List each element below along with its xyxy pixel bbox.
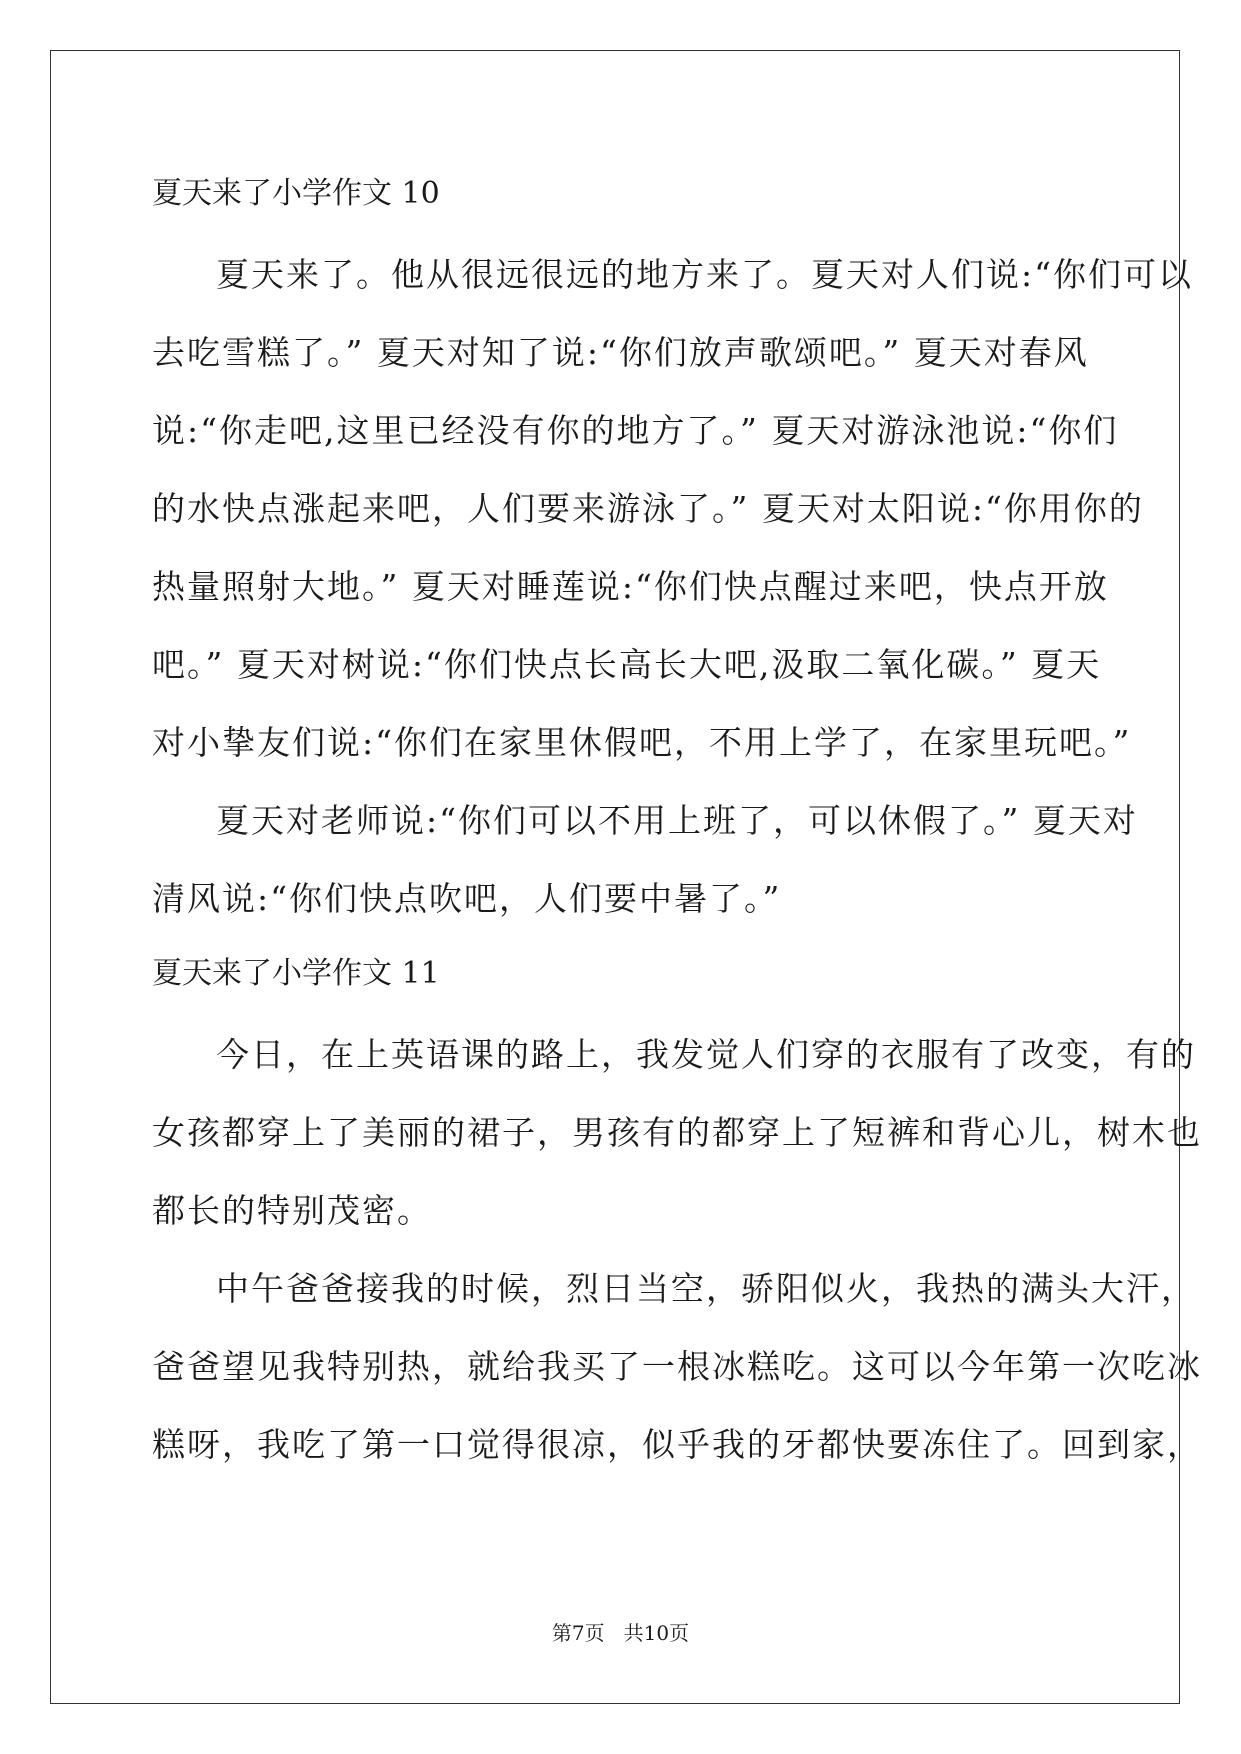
section-heading-10: 夏天来了小学作文 10 xyxy=(152,176,440,211)
page-footer: 第7页 共10页 xyxy=(551,1621,690,1645)
spacer xyxy=(152,1000,1084,1016)
text-line: 说:“你走吧,这里已经没有你的地方了。” 夏天对游泳池说:“你们 xyxy=(152,411,1119,450)
text-line: 去吃雪糕了。” 夏天对知了说:“你们放声歌颂吧。” 夏天对春风 xyxy=(152,333,1089,372)
paragraph xyxy=(152,782,1138,938)
spacer xyxy=(152,938,1084,948)
paragraph xyxy=(152,1016,1202,1250)
text-line: 的水快点涨起来吧，人们要来游泳了。” 夏天对太阳说:“你用你的 xyxy=(152,489,1144,528)
section-heading-11: 夏天来了小学作文 11 xyxy=(152,956,440,991)
document-body xyxy=(152,168,1202,1484)
text-line: 今日，在上英语课的路上，我发觉人们穿的衣服有了改变，有的 xyxy=(216,1035,1196,1074)
text-line: 热量照射大地。” 夏天对睡莲说:“你们快点醒过来吧，快点开放 xyxy=(152,567,1109,606)
text-line: 清风说:“你们快点吹吧，人们要中暑了。” xyxy=(152,879,782,918)
text-line: 夏天对老师说:“你们可以不用上班了，可以休假了。” 夏天对 xyxy=(216,801,1138,840)
text-line: 爸爸望见我特别热，就给我买了一根冰糕吃。这可以今年第一次吃冰 xyxy=(152,1347,1202,1386)
text-line: 夏天来了。他从很远很远的地方来了。夏天对人们说:“你们可以 xyxy=(216,255,1193,294)
text-line: 对小挚友们说:“你们在家里休假吧，不用上学了，在家里玩吧。” xyxy=(152,723,1132,762)
text-line: 女孩都穿上了美丽的裙子，男孩有的都穿上了短裤和背心儿，树木也 xyxy=(152,1113,1202,1152)
spacer xyxy=(152,220,1084,236)
text-line: 都长的特别茂密。 xyxy=(152,1191,432,1230)
paragraph xyxy=(152,1250,1202,1484)
paragraph xyxy=(152,236,1193,782)
text-line: 糕呀，我吃了第一口觉得很凉，似乎我的牙都快要冻住了。回到家， xyxy=(152,1425,1202,1464)
text-line: 中午爸爸接我的时候，烈日当空，骄阳似火，我热的满头大汗， xyxy=(216,1269,1196,1308)
text-line: 吧。” 夏天对树说:“你们快点长高长大吧,汲取二氧化碳。” 夏天 xyxy=(152,645,1102,684)
